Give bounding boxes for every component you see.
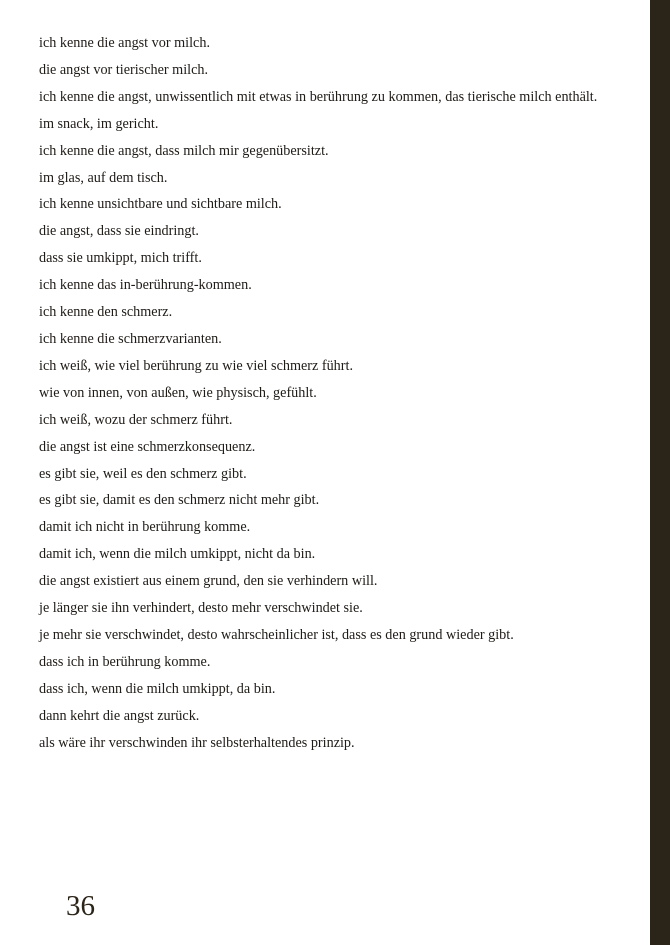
poem-line: damit ich, wenn die milch umkippt, nicht da bin.	[39, 546, 316, 563]
poem-line: ich kenne den schmerz.	[39, 304, 173, 321]
poem-line: es gibt sie, weil es den schmerz gibt.	[39, 465, 247, 482]
poem-line: die angst vor tierischer milch.	[39, 61, 209, 78]
poem-line: dass ich in berührung komme.	[39, 653, 211, 670]
poem-line: dann kehrt die angst zurück.	[39, 707, 200, 724]
poem-text	[39, 30, 639, 756]
poem-line: die angst ist eine schmerzkonsequenz.	[39, 438, 256, 455]
right-edge-band	[650, 0, 670, 945]
poem-line: dass sie umkippt, mich trifft.	[39, 250, 202, 267]
poem-line: ich weiß, wozu der schmerz führt.	[39, 411, 233, 428]
poem-line: dass ich, wenn die milch umkippt, da bin.	[39, 680, 276, 697]
poem-line: ich kenne die angst, unwissentlich mit etwas in berührung zu kommen, das tierische milch enthält.	[39, 88, 598, 105]
poem-line: wie von innen, von außen, wie physisch, gefühlt.	[39, 384, 317, 401]
poem-line: ich kenne unsichtbare und sichtbare milch.	[39, 196, 282, 213]
poem-line: ich kenne das in-berührung-kommen.	[39, 277, 252, 294]
poem-line: ich kenne die angst vor milch.	[39, 35, 210, 51]
poem-line: ich weiß, wie viel berührung zu wie viel schmerz führt.	[39, 357, 353, 374]
poem-line: im glas, auf dem tisch.	[39, 169, 168, 186]
poem-line: ich kenne die angst, dass milch mir gegenübersitzt.	[39, 142, 329, 159]
poem-line: je mehr sie verschwindet, desto wahrscheinlicher ist, dass es den grund wieder gibt.	[39, 626, 514, 643]
poem-line: je länger sie ihn verhindert, desto mehr verschwindet sie.	[39, 600, 363, 617]
poem-line: ich kenne die schmerzvarianten.	[39, 330, 222, 347]
poem-line: im snack, im gericht.	[39, 115, 159, 132]
poem-line: die angst existiert aus einem grund, den sie verhindern will.	[39, 573, 378, 590]
poem-line: damit ich nicht in berührung komme.	[39, 519, 251, 536]
poem-line: die angst, dass sie eindringt.	[39, 223, 199, 240]
page-number: 36	[66, 890, 95, 922]
poem-line: es gibt sie, damit es den schmerz nicht mehr gibt.	[39, 492, 320, 509]
poem-line: als wäre ihr verschwinden ihr selbsterhaltendes prinzip.	[39, 734, 355, 751]
